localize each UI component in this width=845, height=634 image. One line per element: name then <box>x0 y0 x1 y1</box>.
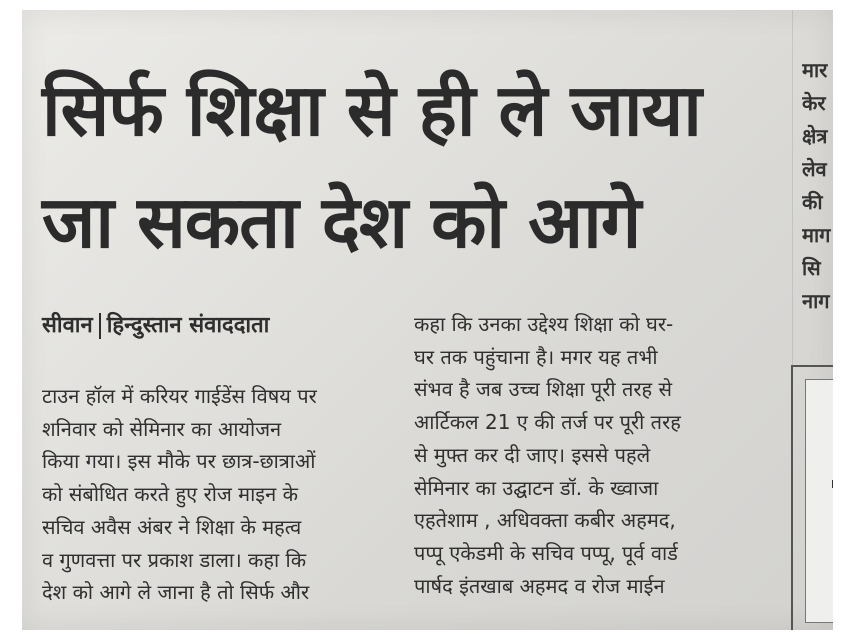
text-fragment: लेव <box>802 157 827 181</box>
boxed-insert-inner <box>805 379 833 623</box>
byline-place: सीवान <box>42 313 93 338</box>
text-fragment: सि <box>802 256 821 280</box>
text-line: टाउन हॉल में करियर गाईडेंस विषय पर <box>42 384 317 408</box>
partial-glyph <box>832 480 833 488</box>
text-fragment: माग <box>802 223 831 247</box>
article-column-right-cut <box>802 54 833 318</box>
headline <box>42 54 782 278</box>
headline-line-2: जा सकता देश को आगे <box>42 180 641 264</box>
newspaper-clipping <box>22 10 833 630</box>
text-fragment: मार <box>802 58 828 82</box>
text-line: शनिवार को सेमिनार का आयोजन <box>42 416 282 441</box>
text-line: किया गया। इस मौके पर छात्र-छात्राओं <box>42 449 316 474</box>
text-line: पार्षद इंतखाब अहमद व रोज माईन <box>414 573 665 598</box>
byline-source: हिन्दुस्तान संवाददाता <box>106 313 270 338</box>
text-line: एहतेशाम , अधिवक्ता कबीर अहमद, <box>414 508 676 533</box>
text-line: घर तक पहुंचाना है। मगर यह तभी <box>414 344 658 369</box>
text-line: संभव है जब उच्च शिक्षा पूरी तरह से <box>414 377 673 402</box>
text-fragment: केर <box>802 91 826 115</box>
article-column-middle <box>414 308 779 602</box>
text-line: से मुफ्त कर दी जाए। इससे पहले <box>414 442 651 467</box>
article-column-left <box>42 380 402 609</box>
text-line: पप्पू एकेडमी के सचिव पप्पू, पूर्व वार्ड <box>414 540 678 565</box>
text-line: आर्टिकल 21 ए की तर्ज पर पूरी तरह <box>414 410 681 435</box>
byline <box>42 309 269 339</box>
byline-separator <box>99 313 101 339</box>
text-line: को संबोधित करते हुए रोज माइन के <box>42 482 298 507</box>
text-line: कहा कि उनका उद्देश्य शिक्षा को घर- <box>414 312 674 336</box>
text-line: देश को आगे ले जाना है तो सिर्फ और <box>42 580 310 605</box>
boxed-insert <box>791 365 833 630</box>
headline-line-1: सिर्फ शिक्षा से ही ले जाया <box>42 68 701 152</box>
text-line: सचिव अवैस अंबर ने शिक्षा के महत्व <box>42 514 302 539</box>
text-line: व गुणवत्ता पर प्रकाश डाला। कहा कि <box>42 547 307 572</box>
text-fragment: की <box>802 190 823 214</box>
text-fragment: क्षेत्र <box>802 124 828 148</box>
text-line: सेमिनार का उद्घाटन डॉ. के ख्वाजा <box>414 475 659 500</box>
text-fragment: नाग <box>802 289 830 313</box>
